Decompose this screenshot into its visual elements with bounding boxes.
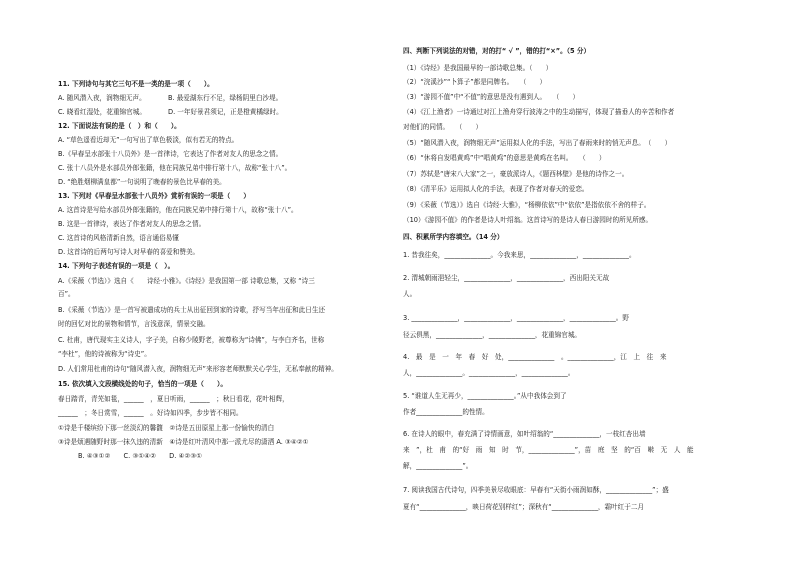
q13-option-d: D. 这首诗的后两句写诗人对早春的喜爱和赞美。 bbox=[58, 248, 200, 256]
fill-item-5: 5. “谁道人生无再少，______________。”从中我体会到了 bbox=[403, 392, 567, 400]
q13-option-a: A. 这首诗是写给水部员外郎张籍的，他在同族兄弟中排行第十八，故称“张十八”。 bbox=[58, 206, 298, 214]
fill-item-2: 2. 渭城朝雨浥轻尘，______________，______________，西出阳关无故 bbox=[403, 274, 610, 282]
q14-option-c: C. 杜甫，唐代现实主义诗人，字子美，自称少陵野老，被尊称为“诗佛”，与李白齐名，世称 bbox=[58, 336, 325, 344]
q11-option-c: C. 晓看红湿处，花重锦官城。 bbox=[58, 108, 146, 116]
q11-option-d: D. 一年好景君须记，正是橙黄橘绿时。 bbox=[168, 108, 283, 116]
section5-title: 四、积累所学内容填空。（14 分） bbox=[403, 233, 504, 241]
q11-option-b: B. 最爱湖东行不足，绿杨阴里白沙堤。 bbox=[168, 94, 283, 102]
q13-title: 13. 下列对《早春呈水部张十八员外》赏析有误的一项是（ ） bbox=[58, 192, 251, 200]
judge-item-5: （5）“随风潜入夜，润物细无声”运用拟人化的手法，写出了春雨来时的悄无声息。 （ ） bbox=[403, 139, 672, 147]
judge-item-3: （3）“游园不值”中“不值”的意思是没有遇到人。 （ ） bbox=[403, 93, 580, 101]
judge-item-8: （8）《清平乐》运用拟人化的手法，表现了作者对春天的爱恋。 bbox=[403, 185, 589, 193]
q11-option-a: A. 随风潜入夜，润物细无声。 bbox=[58, 94, 146, 102]
judge-item-6: （6）“休将自发唱黄鸡”中“唱黄鸡”的意思是黄鸡在名叫。 （ ） bbox=[403, 154, 606, 162]
q12-option-c: C. 张十八员外是水部员外郎张籍，他在同族兄弟中排行第十八，故称“张十八”。 bbox=[58, 164, 292, 172]
q13-option-c: C. 这首诗的风格清新自然，语言通俗易懂 bbox=[58, 234, 179, 242]
judge-item-2: （2）“浣溪沙”“卜算子”都是同牌名。 （ ） bbox=[403, 78, 547, 86]
fill-item-7: 7. 阅读我国古代诗句，四季美景尽收眼底：早春有“天街小雨润如酥，______________”；盛 bbox=[403, 486, 669, 494]
fill-item-7-cont: 夏有“______________，映日荷花别样红”；深秋有“______________，霜叶红于二月 bbox=[403, 503, 645, 511]
fill-item-6: 6. 在诗人的眼中，春充满了诗情画意，如叶绍翁的“______________，一枝红杏出墙 bbox=[403, 430, 646, 438]
fill-item-6-cont2: 解，______________”。 bbox=[403, 462, 473, 470]
q15-passage-line2: ______ ；冬日赏雪，______ 。好诗如四季，步步皆不相同。 bbox=[58, 409, 243, 417]
fill-item-1: 1. 昔我往矣，______________。今我来思，______________，______________。 bbox=[403, 251, 636, 259]
judge-item-4: （4）《江上渔者》一诗通过对江上渔舟穿行波涛之中的生动描写，体现了描垂人的辛苦和作者 bbox=[403, 108, 675, 116]
fill-item-2-cont: 人。 bbox=[403, 290, 417, 298]
section4-title: 四、判断下列说法的对错，对的打“ √ ”，错的打“×”。（5 分） bbox=[403, 47, 591, 55]
q15-choices-line1: ①诗是千楼缤纷下那一丝淡幻的馨馥 ②诗是五田原星上那一份愉快的清白 bbox=[58, 424, 275, 432]
fill-item-6-cont: 来 ”，杜 甫 的“好 雨 知 时 节，______________”，苗 庭 坚 的“百 啭 无 人 能 bbox=[403, 446, 694, 454]
q12-option-a: A. “草色遥看近却无”一句写出了草色极淡，似有若无的特点。 bbox=[58, 136, 239, 144]
judge-item-7: （7）苏轼是“唐宋八大家”之一，豪放派诗人，《题西林壁》是他的诗作之一。 bbox=[403, 170, 629, 178]
q14-option-b: B.《采薇（节选）》是一首写被遣成功的兵士从出征回到家的诗歌，抒写当年出征和此日生还 bbox=[58, 306, 326, 314]
fill-item-4-cont: 人，______________。______________，______________。 bbox=[403, 369, 575, 377]
q13-option-b: B. 这是一首律诗，表达了作者对友人的思念之情。 bbox=[58, 220, 206, 228]
fill-item-3-cont: 径云俱黑，______________，______________，花重锦官城。 bbox=[403, 331, 582, 339]
judge-item-10: （10）《游园不值》的作者是诗人叶绍翁。这首诗写的是诗人春日游园时的所见所感。 bbox=[403, 216, 653, 224]
q11-title: 11. 下列诗句与其它三句不是一类的是一项（ ）。 bbox=[58, 80, 214, 88]
fill-item-3: 3. ______________，______________，______________，______________。野 bbox=[403, 314, 629, 322]
judge-item-1: （1）《诗经》是我国最早的一部诗歌总集。（ ） bbox=[403, 64, 553, 72]
q14-option-c-cont: “李杜”，他的诗被称为“诗史”。 bbox=[58, 350, 151, 358]
q15-choices-line3: B. ④③①② C. ③①④② D. ④②③① bbox=[78, 452, 203, 460]
q15-title: 15. 依次填入文段横线处的句子，恰当的一项是（ ）。 bbox=[58, 380, 227, 388]
q12-option-b: B.《早春呈水部张十八员外》是一首律诗，它表达了作者对友人的思念之情。 bbox=[58, 150, 283, 158]
fill-item-5-cont: 作者______________的性情。 bbox=[403, 408, 489, 416]
judge-item-9: （9）《采薇（节选）》选自《诗经·大雅》，“杨柳依依”中“依依”是指依依不舍的样子。 bbox=[403, 201, 651, 209]
q14-option-d: D. 人们常用杜甫的诗句“随风潜入夜，润物细无声”来形容老师默默关心学生，无私奉献的精神。 bbox=[58, 365, 338, 373]
q12-option-d: D. “绝胜烟柳满皇都”一句说明了晚春的景色比早春的美。 bbox=[58, 178, 226, 186]
q14-option-b-cont: 时的回忆对比的景物和情节，言浅意深，情景交融。 bbox=[58, 320, 210, 328]
judge-item-4-cont: 对他们的同情。 （ ） bbox=[403, 123, 483, 131]
fill-item-4: 4. 最 是 一 年 春 好 处，______________ 。______________，江 上 往 来 bbox=[403, 353, 667, 361]
q15-passage-line1: 春日踏青，青芜如毯，______ ，夏日听雨，______ ；秋日看花，花叶相辉， bbox=[58, 395, 289, 403]
q14-option-a: A.《采薇（节选）》选自《 诗经·小雅》。《诗经》是我国第一部 诗歌总集，又称 “诗三 bbox=[58, 277, 315, 285]
q15-choices-line2: ③诗是烦遇随野时那一抹久违的清新 ④诗是红叶清风中那一派尤尽的潇洒 A. ③④②① bbox=[58, 438, 309, 446]
q14-option-a-cont: 百”。 bbox=[58, 290, 75, 298]
q14-title: 14. 下列句子表述有误的一项是（ ）。 bbox=[58, 262, 175, 270]
q12-title: 12. 下面说法有误的是（ ）和（ ）。 bbox=[58, 122, 181, 130]
